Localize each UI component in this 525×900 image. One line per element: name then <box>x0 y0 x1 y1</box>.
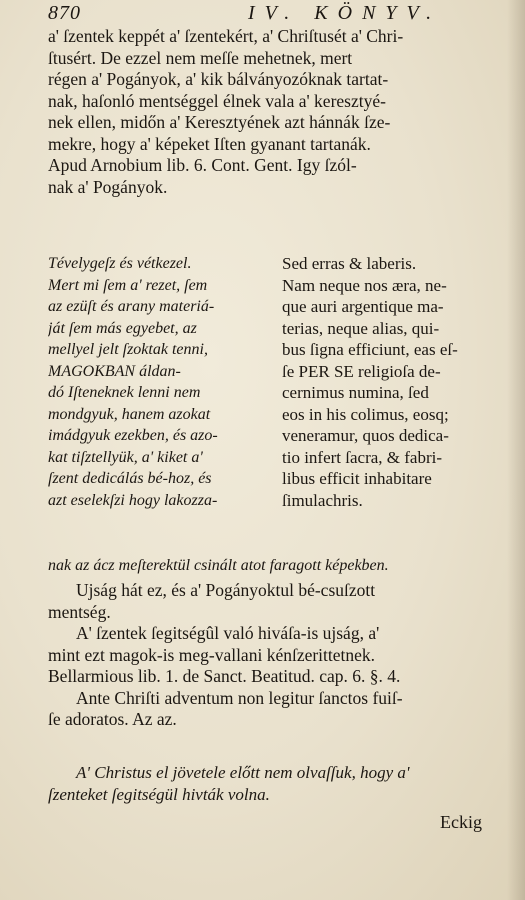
text-line: mint ezt magok-is meg-vallani kénſzerittetnek. <box>48 644 376 665</box>
text-line: mentség. <box>48 601 111 622</box>
text-line: Tévelygeſz és vétkezel. <box>48 255 192 272</box>
text-line: tio infert ſacra, & fabri- <box>282 447 443 467</box>
text-line: nak a' Pogányok. <box>48 176 168 197</box>
text-line: Ujság hát ez, és a' Pogányoktul bé-csuſzott <box>76 580 376 600</box>
text-line: Bellarmious lib. 1. de Sanct. Beatitud. cap. 6. §. 4. <box>48 666 401 686</box>
text-line: ſe PER SE religioſa de- <box>282 361 441 381</box>
text-line: az ezüſt és arany materiá- <box>48 298 215 315</box>
paragraph-1 <box>48 26 508 198</box>
text-line: azt eselekſzi hogy lakozza- <box>48 491 218 509</box>
text-line: A' ſzentek ſegitségûl való hiváſa-is ujság, a' <box>76 623 380 643</box>
text-line: Ante Chriſti adventum non legitur ſanctos fuiſ- <box>76 687 403 708</box>
text-line: nek ellen, midőn a' Keresztyének azt hánnák ſze- <box>48 112 391 132</box>
text-line: kat tiſztellyük, a' kiket a' <box>48 448 203 466</box>
text-line: terias, neque alias, qui- <box>282 318 440 338</box>
text-line: Nam neque nos æra, ne- <box>282 275 447 295</box>
final-italic-paragraph <box>48 762 508 805</box>
text-line: eos in his colimus, eosq; <box>282 404 449 424</box>
text-line: a' ſzentek keppét a' ſzentekért, a' Chriſtusét a' Chri- <box>48 26 404 46</box>
paragraph-2 <box>48 580 508 731</box>
text-line: ját ſem más egyebet, az <box>48 319 197 337</box>
text-line: Apud Arnobium lib. 6. Cont. Gent. Igy ſzól- <box>48 155 357 175</box>
text-line: ſimulachris. <box>282 490 363 510</box>
text-line: mondgyuk, hanem azokat <box>48 405 211 423</box>
text-line: ſzenteket ſegitségül hivták volna. <box>48 784 270 804</box>
text-line: MAGOKBAN áldan- <box>48 362 181 380</box>
text-line: A' Christus el jövetele előtt nem olvaſſuk, hogy a' <box>76 763 410 782</box>
text-line: imádgyuk ezekben, és azo- <box>48 427 218 444</box>
text-line: cernimus numina, ſed <box>282 383 429 402</box>
running-title: IV. KÖNYV. <box>248 2 442 24</box>
text-line: ſe adoratos. Az az. <box>48 709 177 729</box>
text-line: mellyel jelt ſzoktak tenni, <box>48 341 208 358</box>
text-line: veneramur, quos dedica- <box>282 426 449 445</box>
text-line: Sed erras & laberis. <box>282 254 417 273</box>
catchword: Eckig <box>440 812 482 832</box>
page-edge-shadow <box>507 0 525 900</box>
hungarian-column <box>48 253 270 511</box>
text-line: mekre, hogy a' képeket Iſten gyanant tartanák. <box>48 133 371 154</box>
text-line: que auri argentique ma- <box>282 297 444 316</box>
text-line: régen a' Pogányok, a' kik bálványozóknak tartat- <box>48 69 389 89</box>
italic-continuation: nak az ácz meſterektül csinált atot faragott képekben. <box>48 557 389 574</box>
text-line: ſtusért. De ezzel nem meſſe mehetnek, mert <box>48 47 353 68</box>
text-line: ſzent dedicálás bé-hoz, és <box>48 470 212 487</box>
text-line: libus efficit inhabitare <box>282 469 432 488</box>
text-line: bus ſigna efficiunt, eas eſ- <box>282 340 458 359</box>
text-line: Mert mi ſem a' rezet, ſem <box>48 276 208 294</box>
page-number: 870 <box>48 2 81 24</box>
latin-column <box>282 253 508 511</box>
text-line: dó Iſteneknek lenni nem <box>48 384 201 401</box>
text-line: nak, haſonló mentséggel élnek vala a' keresztyé- <box>48 90 386 111</box>
